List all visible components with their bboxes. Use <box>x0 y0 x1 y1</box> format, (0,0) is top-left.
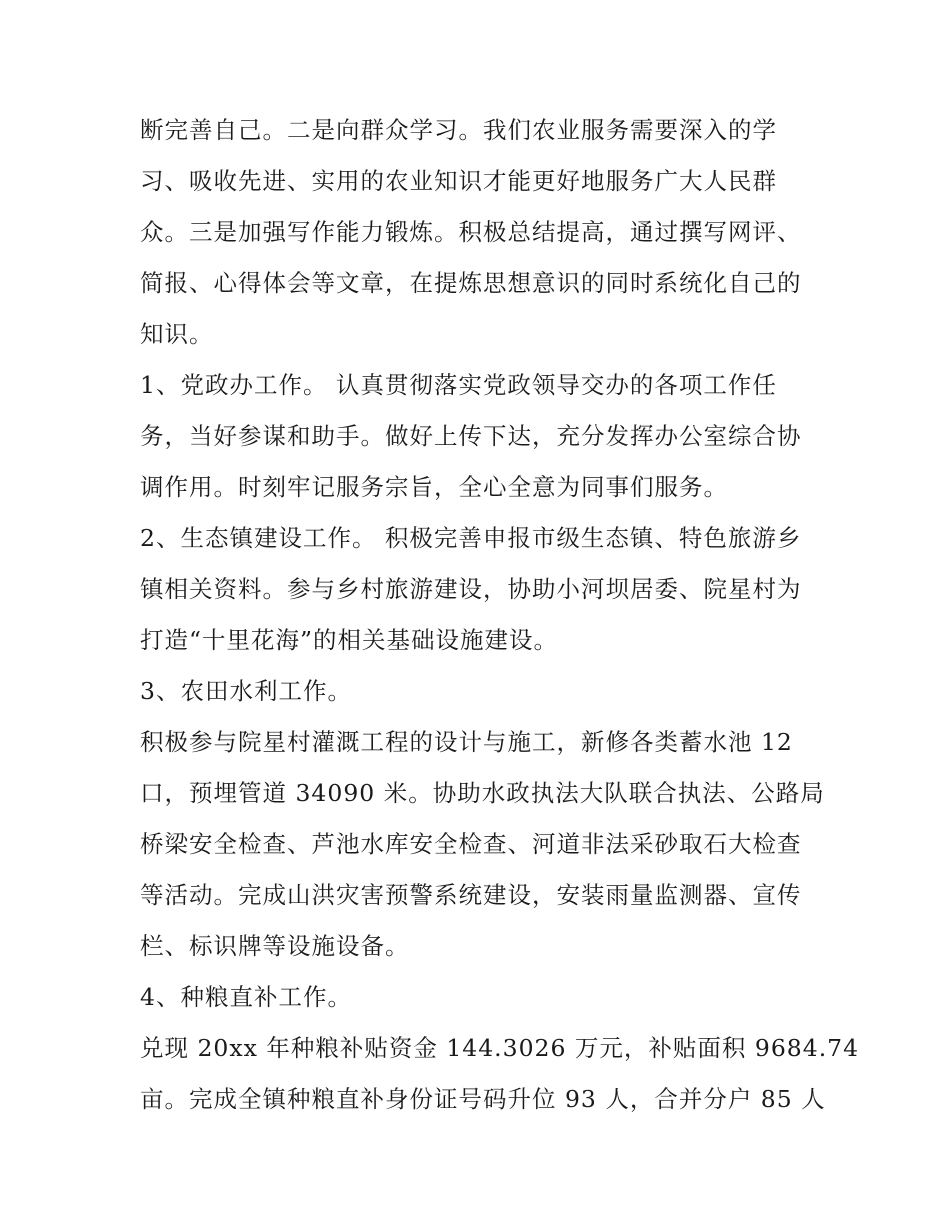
text-line: 众。三是加强写作能力锻炼。积极总结提高，通过撰写网评、 <box>140 218 802 246</box>
text-line: 栏、标识牌等设施设备。 <box>140 932 410 960</box>
text-line: 桥梁安全检查、芦池水库安全检查、河道非法采砂取石大检查 <box>140 830 802 858</box>
text-line: 镇相关资料。参与乡村旅游建设，协助小河坝居委、院星村为 <box>140 575 802 603</box>
text-line: 习、吸收先进、实用的农业知识才能更好地服务广大人民群 <box>140 167 777 195</box>
section-heading-irrigation: 3、农田水利工作。 <box>140 677 352 705</box>
text-line: 亩。完成全镇种粮直补身份证号码升位 93 人，合并分户 85 人 <box>140 1085 826 1113</box>
text-line: 口，预埋管道 34090 米。协助水政执法大队联合执法、公路局 <box>140 779 825 807</box>
text-line: 断完善自己。二是向群众学习。我们农业服务需要深入的学 <box>140 116 777 144</box>
text-line: 知识。 <box>140 320 214 348</box>
section-heading-party-office: 1、党政办工作。 认真贯彻落实党政领导交办的各项工作任 <box>140 371 777 399</box>
section-heading-grain-subsidy: 4、种粮直补工作。 <box>140 983 352 1011</box>
document-body <box>140 105 860 1125</box>
text-line: 调作用。时刻牢记服务宗旨，全心全意为同事们服务。 <box>140 473 728 501</box>
text-line: 积极参与院星村灌溉工程的设计与施工，新修各类蓄水池 12 <box>140 728 793 756</box>
text-line: 等活动。完成山洪灾害预警系统建设，安装雨量监测器、宣传 <box>140 881 802 909</box>
text-line: 兑现 20xx 年种粮补贴资金 144.3026 万元，补贴面积 9684.74 <box>140 1034 860 1062</box>
text-line: 务，当好参谋和助手。做好上传下达，充分发挥办公室综合协 <box>140 422 802 450</box>
text-line: 简报、心得体会等文章，在提炼思想意识的同时系统化自己的 <box>140 269 802 297</box>
text-line: 打造“十里花海”的相关基础设施建设。 <box>140 626 559 654</box>
section-heading-eco-town: 2、生态镇建设工作。 积极完善申报市级生态镇、特色旅游乡 <box>140 524 802 552</box>
